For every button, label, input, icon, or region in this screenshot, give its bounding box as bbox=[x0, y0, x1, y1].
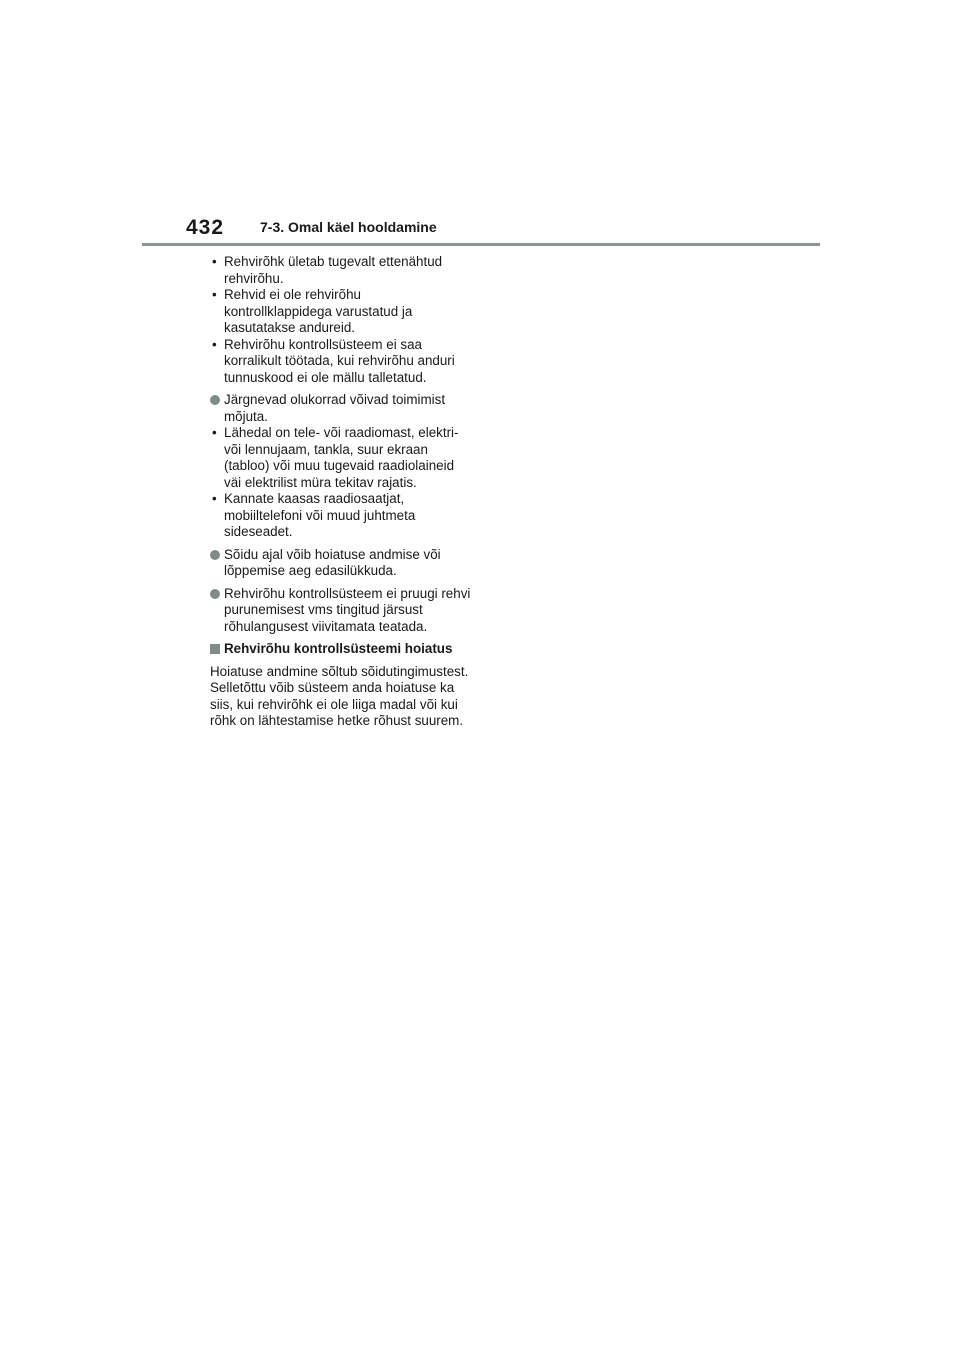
subheading bbox=[210, 641, 472, 658]
bullet-point-timing bbox=[210, 547, 472, 580]
bullet-marker: • bbox=[212, 254, 217, 269]
list-item-text: Rehvirõhk ületab tugevalt ettenähtud rehvirõhu. bbox=[224, 254, 443, 286]
list-item bbox=[210, 287, 472, 337]
list-item-text: Rehvirõhu kontrollsüsteem ei saa korralikult töötada, kui rehvirõhu anduri tunnuskood ei ole mällu talletatud. bbox=[224, 336, 455, 385]
list-item-text: Kannate kaasas raadiosaatjat, mobiiltelefoni või muud juhtmeta sideseadet. bbox=[224, 491, 416, 539]
bullet-marker: • bbox=[212, 425, 217, 440]
list-item bbox=[210, 337, 472, 387]
bullet-point-interference bbox=[210, 392, 472, 541]
first-sub-list bbox=[210, 254, 472, 386]
page-number: 432 bbox=[186, 216, 225, 239]
square-bullet-icon bbox=[210, 644, 220, 654]
circle-bullet-icon bbox=[210, 395, 220, 405]
circle-bullet-icon bbox=[210, 589, 220, 599]
bullet-marker: • bbox=[212, 336, 217, 352]
body-paragraph: Hoiatuse andmine sõltub sõidutingimustest. Selletõttu võib süsteem anda hoiatuse ka siis, kui rehvirõhk ei ole liiga madal või kui rõhk on lähtestamise hetke rõhust suurem. bbox=[210, 663, 469, 728]
list-item-text: Lähedal on tele- või raadiomast, elektri- või lennujaam, tankla, suur ekraan (tabloo) või muu tugevaid raadiolaineid väi elektrilist müra tekitav rajatis. bbox=[224, 425, 459, 490]
header-divider bbox=[142, 243, 820, 246]
list-item bbox=[210, 254, 472, 287]
bullet-marker: • bbox=[212, 287, 217, 302]
bullet-point-text: Sõidu ajal võib hoiatuse andmise või lõppemise aeg edasilükkuda. bbox=[224, 546, 441, 578]
interference-sub-list bbox=[210, 425, 472, 541]
page-content bbox=[210, 254, 472, 730]
list-item bbox=[210, 491, 472, 541]
circle-bullet-icon bbox=[210, 550, 220, 560]
page-header bbox=[142, 212, 820, 246]
bullet-marker: • bbox=[212, 491, 217, 506]
bullet-point-text: Järgnevad olukorrad võivad toimimist mõjuta. bbox=[224, 392, 446, 424]
bullet-point-text: Rehvirõhu kontrollsüsteem ei pruugi rehvi purunemisest vms tingitud järsust rõhulangusest viivitamata teatada. bbox=[224, 585, 471, 634]
bullet-point-sudden-drop bbox=[210, 586, 472, 636]
list-item bbox=[210, 425, 472, 491]
list-item-text: Rehvid ei ole rehvirõhu kontrollklappidega varustatud ja kasutatakse andureid. bbox=[224, 287, 413, 335]
section-title: 7-3. Omal käel hooldamine bbox=[260, 219, 437, 235]
subheading-text: Rehvirõhu kontrollsüsteemi hoiatus bbox=[224, 641, 453, 656]
